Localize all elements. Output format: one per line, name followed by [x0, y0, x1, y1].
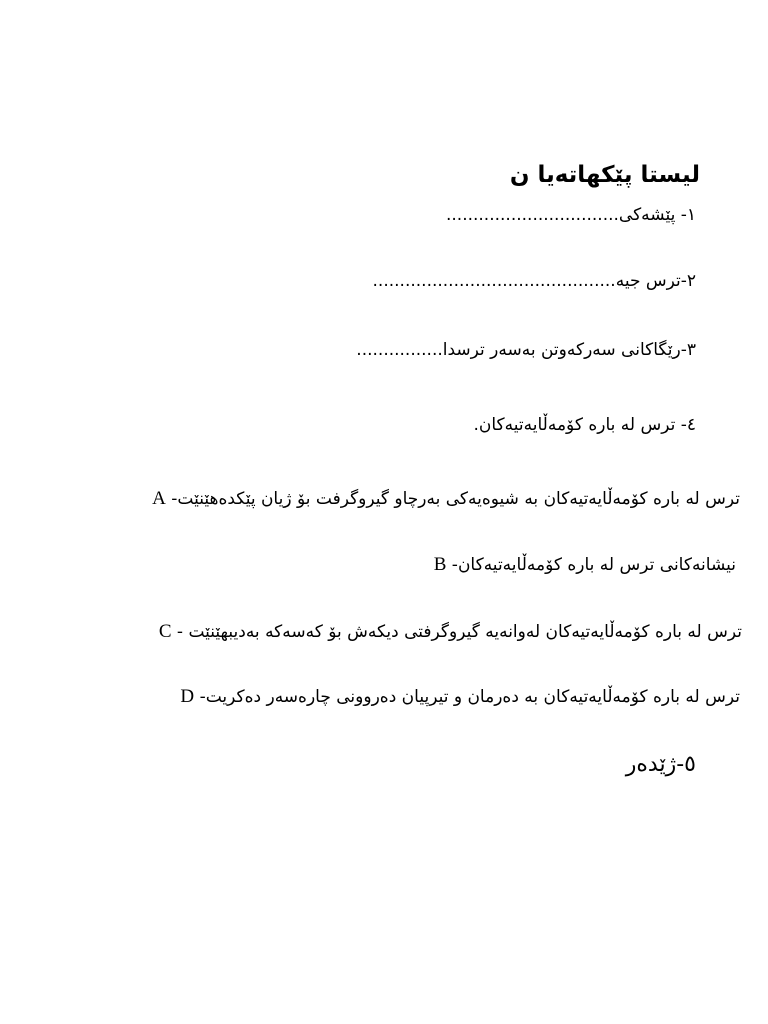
subitem-c-text: - ترس لە بارە کۆمەڵایەتیەکان لەوانەیە گیروگرفتی دیکەش بۆ کەسەکە بەدیبهێنێت [176, 622, 742, 642]
subitem-d [180, 686, 740, 709]
subitem-d-letter: D [180, 686, 195, 707]
list-item-references: ٥-ژێدەر [625, 752, 696, 777]
list-item-fear-definition: ٢-ترس جیە............................................. [372, 271, 696, 291]
subitem-b [434, 554, 736, 577]
list-item-social-fear: ٤- ترس لە بارە کۆمەڵایەتیەکان. [473, 415, 696, 435]
subitem-b-letter: B [433, 554, 447, 575]
subitem-a [152, 488, 740, 511]
subitem-d-text: -ترس لە بارە کۆمەڵایەتیەکان بە دەرمان و تیرپیان دەروونی چارەسەر دەکریت [199, 687, 740, 707]
list-item-introduction: ١- پێشەکی................................ [445, 205, 696, 225]
subitem-c-letter: C [158, 621, 172, 642]
subitem-c [159, 621, 742, 644]
list-item-overcoming-fear: ٣-رێگاکانی سەرکەوتن بەسەر ترسدا................ [356, 340, 696, 360]
subitem-b-text: -نیشانەکانی ترس لە بارە کۆمەڵایەتیەکان [451, 555, 736, 575]
subitem-a-letter: A [152, 488, 166, 509]
subitem-a-text: -ترس لە بارە کۆمەڵایەتیەکان بە شیوەیەکی بەرچاو گیروگرفت بۆ ژیان پێکدەهێنێت [171, 489, 740, 509]
page-title: لیستا پێکهاتەیا ن [509, 162, 700, 188]
